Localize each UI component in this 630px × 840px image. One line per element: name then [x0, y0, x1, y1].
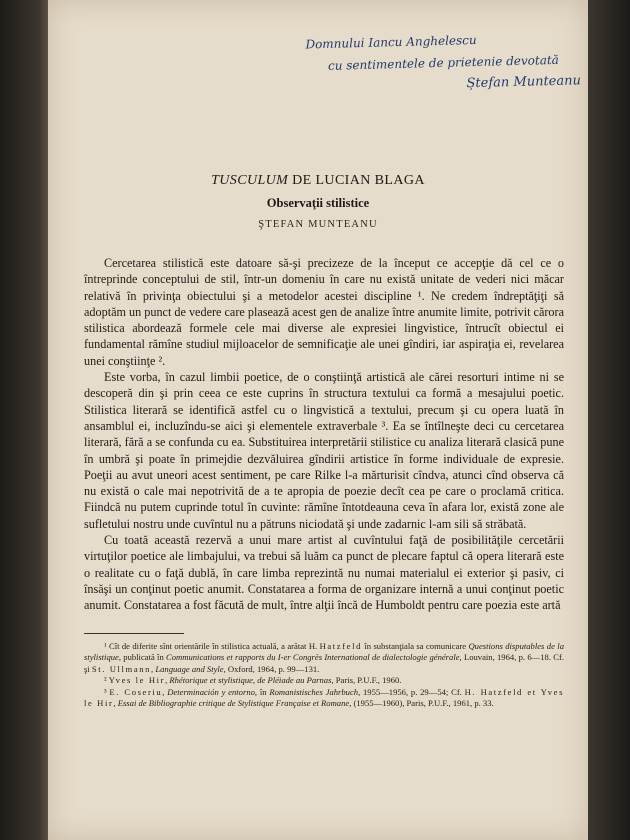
footnote-text: , în: [254, 686, 270, 697]
signature: Ștefan Munteanu: [466, 73, 582, 92]
footnote-author: H. Hatzfeld et Yves le Hir: [84, 686, 565, 709]
footnote-text: ³: [104, 686, 110, 697]
footnote-text: ,: [162, 686, 168, 697]
footnote-text: , 1955—1956, p. 29—54; Cf.: [358, 686, 465, 697]
footnote-text: ,: [113, 698, 118, 709]
article-author: ŞTEFAN MUNTEANU: [258, 219, 378, 230]
footnote-text: ,: [151, 663, 156, 674]
footnote-divider: [84, 633, 184, 634]
footnote-work-title: Questions disputables de la stylistique: [84, 641, 564, 663]
book-spine-shadow: [0, 0, 48, 840]
paragraph-1: Cercetarea stilistică este datoare să-şi precizeze de la început ce accepţie dă cel ce o întreprinde conceptului de stil, într-un domeniu în care nu există unitate de vederi nici măcar relativă în privinţa obiectului şi a metodelor acestei discipline ¹. Ne credem îndreptăţiţi să adoptăm un punct de vedere care plasează acest gen de analize între anumite limite, potrivit cărora stilistica abordează formele cele mai diverse ale expresiei lingvistice, întrucît obiectul ei fundamental rămîne studiul mijloacelor de semnificaţie ale unei gîndiri, iar aspiraţia ei, revelarea unei conştiinţe ².: [84, 256, 564, 368]
footnote-3: [84, 687, 564, 710]
footnote-text: , Oxford, 1964, p. 99—131.: [223, 663, 320, 674]
book-edge-shadow: [588, 0, 630, 840]
footnote-text: , (1955—1960), Paris, P.U.F., 1961, p. 33.: [349, 698, 494, 709]
dedication-line-1: Domnului Iancu Anghelescu: [305, 32, 477, 52]
footnote-work-title: Communications et rapports du I-er Congrès International de dialectologie générale: [166, 652, 460, 663]
dedication-line-2: cu sentimentele de prietenie devotată: [327, 52, 560, 73]
article-subtitle: Observaţii stilistice: [266, 196, 370, 210]
footnote-text: ²: [104, 675, 109, 686]
footnote-text: ¹ Cît de diferite sînt orientările în stilistica actuală, a arătat H.: [104, 641, 320, 651]
footnote-work-title: Essai de Bibliographie critique de Stylistique Française et Romane: [117, 698, 350, 709]
footnote-work-title: Rhétorique et stylistique, de Pléiade au Parnas: [169, 675, 332, 686]
paragraph-3: Cu toată această rezervă a unui mare artist al cuvîntului faţă de posibilităţile cercetării virtuţilor poetice ale limbajului, va trebui să luăm ca punct de plecare faptul că opera literară este o realitate cu o faţă dublă, în care limba reprezintă nu numai materialul ei exterior şi pasiv, ci însăşi un conţinut poetic anumit. Constatarea a forma de organizare internă a unui conţinut poetic anumit. Constatarea a fost făcută de mult, între alţii încă de Humboldt pentru care poezia este artă: [84, 533, 564, 613]
footnotes: [84, 641, 564, 709]
footnote-work-title: Romanistisches Jahrbuch: [269, 686, 359, 697]
paragraph-2: Este vorba, în cazul limbii poetice, de o conştiinţă artistică ale cărei resorturi intime ni se descoperă din şi prin ceea ce este cuprins în structura textului ca formă a mesajului poetic. Stilistica literară se identifică astfel cu o lingvistică a textului, precum şi cu opera luată în ansamblul ei, incluzîndu-se aici şi elementele extraverbale ³. Ea se întîlneşte deci cu cercetarea literară, fără a se confunda cu ea. Substituirea interpretării stilistice cu analiza literară clasică pune în umbră şi poate în primejdie dezvăluirea gîndirii artistice în forme individuale de expresie. Poeţii au avut uneori acest sentiment, pe care Rilke l-a mărturisit cîndva, atunci cînd observa că nu există o cale mai nepotrivită de a te apropia de poezie decît cea pe care o proclamă critica. Fiindcă nu putem cuprinde totul în cuvinte: rămîne întotdeauna ceva în afara lor, există zone ale sufletului nostru unde cuvîntul nu a pătruns niciodată şi unde zadarnic l-am sili să străbată.: [84, 370, 564, 531]
footnote-author: Yves le Hir: [108, 675, 166, 686]
title-rest: DE LUCIAN BLAGA: [288, 173, 425, 188]
title-italic: TUSCULUM: [211, 173, 289, 188]
footnote-text: , Louvain, 1964, p. 6—18. Cf. şi: [84, 652, 564, 674]
footnote-1: [84, 641, 564, 675]
footnote-author: Hatzfeld: [319, 641, 362, 651]
footnote-text: , Paris, P.U.F., 1960.: [331, 675, 402, 686]
footnote-work-title: Determinación y entorno: [167, 686, 255, 697]
footnote-text: , publicată în: [118, 652, 167, 663]
footnote-work-title: Language and Style: [155, 663, 224, 674]
footnote-text: în substanţiala sa comunicare: [361, 641, 469, 651]
footnote-text: ,: [165, 675, 170, 686]
handwritten-dedication: [287, 26, 588, 100]
footnote-author: E. Coseriu: [109, 686, 163, 697]
article-body: [84, 255, 564, 614]
book-page: [48, 0, 588, 840]
footnote-2: [84, 675, 564, 686]
article-title: [48, 173, 588, 189]
footnote-author: St. Ullmann: [91, 663, 152, 674]
